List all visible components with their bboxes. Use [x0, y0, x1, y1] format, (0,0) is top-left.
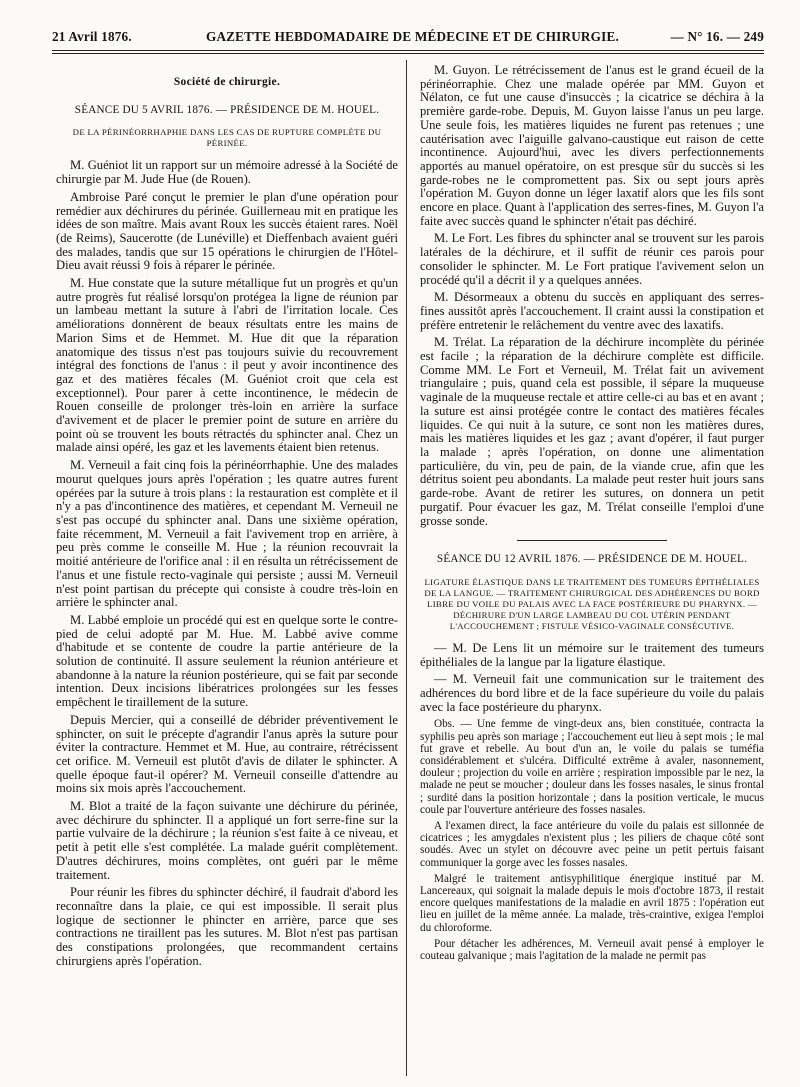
observation-paragraph: Malgré le traitement antisyphilitique énergique institué par M. Lancereaux, qui soignait la malade depuis le mois d'octobre 1873, il restait encore quelques manifestations de la maladie en avril 1875 : l'opération eut lieu en juillet de la même année. La malade, très-craintive, exigea l'emploi du chloroforme. — [420, 872, 764, 934]
paragraph: M. Hue constate que la suture métallique fut un progrès et qu'un autre progrès fut réalisé lorsqu'on protégea la ligne de réunion par un lambeau mettant la suture à l'abri de l'irritation locale. Ces améliorations donnèrent de beaux résultats entre les mains de Marion Sims et de Hemmet. M. Hue dit que la réparation anatomique des tissus n'est pas toujours suivie du recouvrement intégral des fonctions de l'anus : il peut y avoir incontinence des gaz et des matières fécales (M. Guéniot croit que cela est exceptionnel). Pour parer à cette incontinence, le médecin de Rouen conseille de prolonger très-loin en arrière la surface d'avivement et de placer le premier point de suture en arrière du point où se trouvent les bouts rétractés du sphincter anal. Chez un malade ainsi opéré, les gaz et les lavements étaient bien retenus. — [56, 276, 398, 455]
paragraph: M. Désormeaux a obtenu du succès en appliquant des serres-fines aussitôt après l'accouchement. Il craint aussi la constipation et préfère entretenir le relâchement du ventre avec des laxatifs. — [420, 290, 764, 332]
observation-paragraph: Obs. — Une femme de vingt-deux ans, bien constituée, contracta la syphilis peu après son mariage ; l'accouchement eut lieu à sept mois ; le mal fut grave et rebelle. Au bout d'un an, le voile du palais se tuméfia considérablement et s'ulcéra. Difficulté extrême à avaler, nasonnement, douleur ; projection du voile en arrière ; respiration impossible par le nez, la malade ne peut se moucher ; douleur dans les fosses nasales, le sinus frontal ; surdité dans la position horizontale ; dans la position verticale, le mucus coule par l'ouverture antérieure des fosses nasales. — [420, 718, 764, 816]
section-separator — [517, 540, 667, 541]
paragraph: — M. De Lens lit un mémoire sur le traitement des tumeurs épithéliales de la langue par la ligature élastique. — [420, 640, 764, 669]
topic-heading: LIGATURE ÉLASTIQUE DANS LE TRAITEMENT DES TUMEURS ÉPITHÉLIALES DE LA LANGUE. — TRAITEMENT CHIRURGICAL DES ADHÉRENCES DU BORD LIBRE DU VOILE DU PALAIS AVEC LA FACE POSTÉRIEURE DU PHARYNX. — DÉCHIRURE D'UN LARGE LAMBEAU DU COL UTÉRIN PENDANT L'ACCOUCHEMENT ; FISTULE VÉSICO-VAGINALE CONSÉCUTIVE. — [424, 576, 760, 631]
seance-heading: SÉANCE DU 5 AVRIL 1876. — PRÉSIDENCE DE M. HOUEL. — [74, 103, 380, 116]
topic-heading: DE LA PÉRINÉORRHAPHIE DANS LES CAS DE RUPTURE COMPLÈTE DU PÉRINÉE. — [72, 127, 382, 149]
paragraph: M. Trélat. La réparation de la déchirure incomplète du périnée est facile ; la réparation de la déchirure complète est difficile. Comme MM. Le Fort et Verneuil, M. Trélat fait un avivement triangulaire ; puis, quand cela est possible, il sépare la muqueuse vaginale de la muqueuse rectale et attire celle-ci au bas et en avant ; la suture est ainsi protégée contre le contact des matières fécales liquides. Ce qui nuit à la suture, ce sont non les matières dures, mais les matières liquides et les gaz ; avant d'opérer, il faut purger la malade ; après l'opération, on donne une alimentation particulière, du vin, peu de pain, de la viande crue, afin que les détritus soient peu abondants. La malade peut rester huit jours sans garde-robe. Avant de retirer les sutures, on donnera un petit purgatif. Pour évacuer les gaz, M. Trélat conseille l'emploi d'une grosse sonde. — [420, 335, 764, 528]
seance-heading: SÉANCE DU 12 AVRIL 1876. — PRÉSIDENCE DE M. HOUEL. — [436, 553, 748, 566]
paragraph: Depuis Mercier, qui a conseillé de débrider préventivement le sphincter, on suit le précepte d'agrandir l'anus après la suture pour éviter la contracture. Hemmet et M. Hue, au contraire, rétrécissent cet orifice. M. Verneuil est plutôt d'avis de dilater le sphincter. A quelle époque faut-il opérer? M. Verneuil conseille d'attendre au moins six mois après l'accouchement. — [56, 712, 398, 796]
header-journal-title: GAZETTE HEBDOMADAIRE DE MÉDECINE ET DE CHIRURGIE. — [206, 29, 619, 44]
paragraph: M. Le Fort. Les fibres du sphincter anal se trouvent sur les parois latérales de la déchirure, et il suffit de réunir ces parois pour consolider le sphincter. M. Le Fort pratique l'avivement selon un procédé qu'il a décrit il y a quelques années. — [420, 231, 764, 287]
header-issue-page: — N° 16. — 249 — [670, 29, 764, 44]
observation-paragraph: A l'examen direct, la face antérieure du voile du palais est sillonnée de cicatrices ; les amygdales n'existent plus ; les piliers de chaque côté sont soudés. Avec un stylet on découvre avec peine un petit pertuis faisant communiquer la gorge avec les fosses nasales. — [420, 820, 764, 869]
header-date: 21 Avril 1876. — [52, 29, 132, 44]
left-column — [56, 64, 398, 968]
header-rule — [52, 50, 764, 51]
paragraph: M. Blot a traité de la façon suivante une déchirure du périnée, avec déchirure du sphincter. Il a appliqué un fort serre-fine sur la partie vulvaire de la déchirure ; la réunion s'est faite à ce niveau, et petit à petit elle s'est complétée. La malade guérit complètement. D'autres déchirures, moins complètes, ont guéri par le même traitement. — [56, 799, 398, 882]
paragraph: Pour réunir les fibres du sphincter déchiré, il faudrait d'abord les reconnaître dans la plaie, ce qui est impossible. Il serait plus logique de sectionner le phincter en arrière, parce que ses contractions ne tiraillent pas les sutures. M. Blot n'est pas partisan des constipations prolongées, que recommandent certains chirurgiens après l'opération. — [56, 885, 398, 968]
right-column — [420, 64, 764, 962]
observation-paragraph: Pour détacher les adhérences, M. Verneuil avait pensé à employer le couteau galvanique ; mais l'agitation de la malade ne permit pas — [420, 937, 764, 963]
paragraph: M. Guyon. Le rétrécissement de l'anus est le grand écueil de la périnéorraphie. Chez une malade opérée par MM. Guyon et Nélaton, ce fut une cause d'insuccès ; la cicatrice se déchira à la première garde-robe. Depuis, M. Guyon laisse l'anus un peu large. Une seule fois, les matières liquides ne furent pas retenues ; une cautérisation avec l'aiguille galvano-caustique eut raison de cette incontinence. Aujourd'hui, avec les divers perfectionnements apportés au manuel opératoire, on est presque sûr du succès si les garde-robes ne le compromettent pas. Six ou sept jours après l'opération M. Guyon donne un léger laxatif alors que les fils sont encore en place. Quant à l'application des serres-fines, M. Guyon l'a faite avec succès quand le sphincter n'était pas déchiré. — [420, 63, 764, 228]
column-divider — [406, 60, 407, 1076]
paragraph: — M. Verneuil fait une communication sur le traitement des adhérences du bord libre et de la face supérieure du voile du palais avec la face postérieure du pharynx. — [420, 672, 764, 714]
section-heading: Société de chirurgie. — [173, 76, 281, 88]
header-rule-thin — [52, 53, 764, 54]
paragraph: M. Guéniot lit un rapport sur un mémoire adressé à la Société de chirurgie par M. Jude Hue (de Rouen). — [56, 158, 398, 187]
paragraph: M. Verneuil a fait cinq fois la périnéorrhaphie. Une des malades mourut quelques jours après l'opération ; les quatre autres furent opérées par la suture à trois plans : la restauration est complète et il n'y a pas d'incontinence des matières, et cependant M. Verneuil ne s'est pas occupé du sphincter anal. Dans une sixième opération, faite récemment, M. Verneuil a fait l'avivement trop en arrière, à peu près comme le conseille M. Hue ; la réunion recouvrait la moitié antérieure de l'orifice anal : il en résulta un rétrécissement de l'anus et une fistule recto-vaginale qui persiste ; aussi M. Verneuil n'est point partisan du précepte qui consiste à coudre très-loin en arrière le sphincter anal. — [56, 458, 398, 610]
running-header — [52, 26, 764, 48]
paragraph: M. Labbé emploie un procédé qui est en quelque sorte le contre-pied de celui adopté par M. Hue. M. Labbé avive comme d'habitude et se contente de coudre la partie antérieure de la solution de continuité. Il assure seulement la réunion antérieure et abandonne à la nature la réunion postérieure, qui se fait par seconde intention. Deux incisions libératrices prolongées sur les fesses empêchent le tiraillement de la suture. — [56, 612, 398, 710]
paragraph: Ambroise Paré conçut le premier le plan d'une opération pour remédier aux déchirures du périnée. Guillerneau mit en pratique les idées de son maître. Mais avant Roux les succès étaient rares. Noël (de Reims), Saucerotte (de Lunéville) et Dieffenbach avaient guéri des malades, tandis que sur 15 opérations le chirurgien de l'Hôtel-Dieu avait réussi 9 fois à réparer le périnée. — [56, 189, 398, 273]
